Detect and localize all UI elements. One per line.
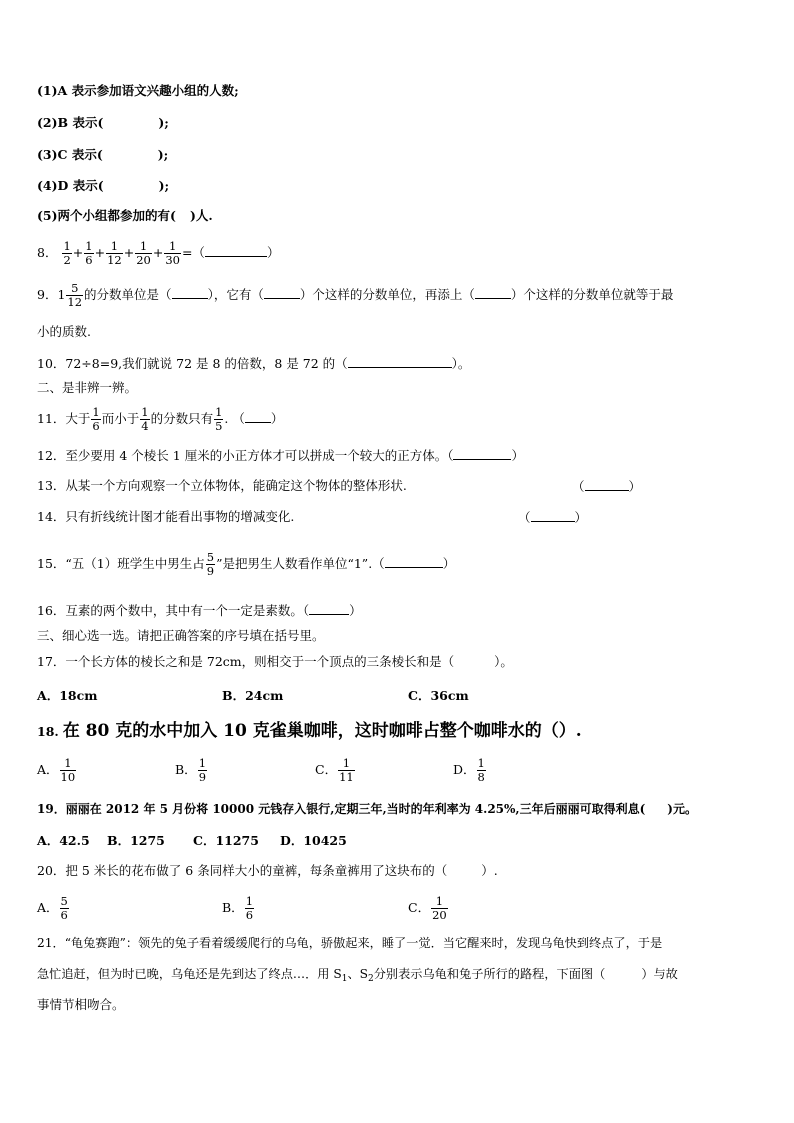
question-8: 8． $\frac{1}{2}$ + $\frac{1}{6}$ + $\frac{1}{12}$ + $\frac{1}{20}$ + $\frac{1}{30}$ =（ ） (37, 239, 280, 267)
q19-option-d[interactable]: D．10425 (280, 833, 347, 848)
question-10: 10．72÷8=9,我们就说 72 是 8 的倍数，8 是 72 的（ ）。 (37, 356, 471, 371)
question-18: 18. 在 80 克的水中加入 10 克雀巢咖啡，这时咖啡占整个咖啡水的（）. (37, 721, 582, 741)
question-21-line3: 事情节相吻合。 (37, 997, 125, 1012)
question-15: 15．“五（1）班学生中男生占 $\frac{5}{9}$ ”是把男生人数看作单位“1”.（ ） (37, 550, 456, 578)
answer-blank[interactable] (205, 243, 267, 257)
fraction: $\frac{1}{2}$ (63, 239, 71, 267)
q20-option-c[interactable]: C． $\frac{1}{20}$ (408, 894, 447, 922)
question-12: 12．至少要用 4 个棱长 1 厘米的小正方体才可以拼成一个较大的正方体。（ ） (37, 448, 524, 463)
question-19: 19．丽丽在 2012 年 5 月份将 10000 元钱存入银行,定期三年,当时的年利率为 4.25%,三年后丽丽可取得利息( )元。 (37, 802, 697, 816)
question-14-answer: （ ） (518, 510, 588, 525)
q18-option-d[interactable]: D． $\frac{1}{8}$ (453, 756, 485, 784)
answer-blank[interactable] (453, 446, 511, 460)
fraction: $\frac{1}{5}$ (215, 405, 223, 433)
section-2-heading: 二、是非辨一辨。 (37, 380, 138, 395)
q20-option-a[interactable]: A． $\frac{5}{6}$ (37, 894, 68, 922)
fraction: $\frac{1}{6}$ (245, 894, 254, 922)
q7-part4: (4)D 表示( ); (37, 178, 170, 193)
question-21-line2: 急忙追赶，但为时已晚，乌龟还是先到达了终点…．用 $S_1$、$S_2$分别表示乌龟和兔子所行的路程，下面图（ ）与故 (37, 967, 678, 984)
fraction: $\frac{1}{4}$ (141, 405, 149, 433)
fraction: $\frac{5}{9}$ (206, 550, 215, 578)
q18-option-a[interactable]: A． $\frac{1}{10}$ (37, 756, 76, 784)
fraction: $\frac{1}{9}$ (198, 756, 207, 784)
fraction: $\frac{1}{6}$ (92, 405, 100, 433)
question-20: 20．把 5 米长的花布做了 6 条同样大小的童裤，每条童裤用了这块布的（ ）. (37, 863, 498, 878)
q7-part1: (1)A 表示参加语文兴趣小组的人数; (37, 83, 239, 98)
q7-part5: (5)两个小组都参加的有( )人. (37, 208, 213, 223)
question-9: 9．1 $\frac{5}{12}$ 的分数单位是（ ），它有（ ）个这样的分数单位，再添上（ ）个这样的分数单位就等于最 (37, 281, 674, 309)
q19-option-c[interactable]: C．11275 (193, 833, 259, 848)
q17-option-a[interactable]: A．18cm (37, 688, 98, 703)
answer-blank[interactable] (585, 477, 629, 491)
answer-blank[interactable] (245, 409, 271, 423)
answer-blank[interactable] (385, 554, 443, 568)
q18-option-b[interactable]: B． $\frac{1}{9}$ (175, 756, 207, 784)
question-13: 13．从某一个方向观察一个立体物体，能确定这个物体的整体形状. (37, 478, 407, 493)
answer-blank[interactable] (172, 285, 208, 299)
q18-option-c[interactable]: C． $\frac{1}{11}$ (315, 756, 354, 784)
answer-blank[interactable] (309, 601, 349, 615)
fraction: $\frac{1}{8}$ (477, 756, 485, 784)
question-13-answer: （ ） (572, 479, 642, 494)
fraction: $\frac{1}{10}$ (60, 756, 76, 784)
fraction: $\frac{1}{6}$ (85, 239, 93, 267)
question-14: 14．只有折线统计图才能看出事物的增减变化. (37, 509, 295, 524)
fraction: $\frac{5}{6}$ (60, 894, 68, 922)
fraction: $\frac{5}{12}$ (67, 281, 83, 309)
question-9-line2: 小的质数. (37, 324, 91, 339)
answer-blank[interactable] (475, 285, 511, 299)
q19-option-b[interactable]: B．1275 (107, 833, 165, 848)
fraction: $\frac{1}{30}$ (165, 239, 180, 267)
question-21-line1: 21．“龟兔赛跑”：领先的兔子看着缓缓爬行的乌龟，骄傲起来，睡了一觉．当它醒来时，发现乌龟快到终点了，于是 (37, 936, 663, 950)
answer-blank[interactable] (264, 285, 300, 299)
question-16: 16．互素的两个数中，其中有一个一定是素数。（ ） (37, 603, 362, 618)
q7-part2: (2)B 表示( ); (37, 115, 169, 130)
section-3-heading: 三、细心选一选。请把正确答案的序号填在括号里。 (37, 628, 325, 643)
q19-option-a[interactable]: A．42.5 (37, 833, 90, 848)
fraction: $\frac{1}{20}$ (432, 894, 447, 922)
answer-blank[interactable] (531, 508, 575, 522)
q7-part3: (3)C 表示( ); (37, 147, 169, 162)
question-11: 11．大于 $\frac{1}{6}$ 而小于 $\frac{1}{4}$ 的分数只有 $\frac{1}{5}$ . （ ） (37, 405, 284, 433)
fraction: $\frac{1}{11}$ (339, 756, 354, 784)
fraction: $\frac{1}{20}$ (136, 239, 151, 267)
q20-option-b[interactable]: B． $\frac{1}{6}$ (222, 894, 254, 922)
answer-blank[interactable] (348, 354, 452, 368)
q17-option-c[interactable]: C．36cm (408, 688, 469, 703)
question-17: 17．一个长方体的棱长之和是 72cm，则相交于一个顶点的三条棱长和是（ ）。 (37, 654, 513, 669)
q17-option-b[interactable]: B．24cm (222, 688, 284, 703)
fraction: $\frac{1}{12}$ (107, 239, 122, 267)
